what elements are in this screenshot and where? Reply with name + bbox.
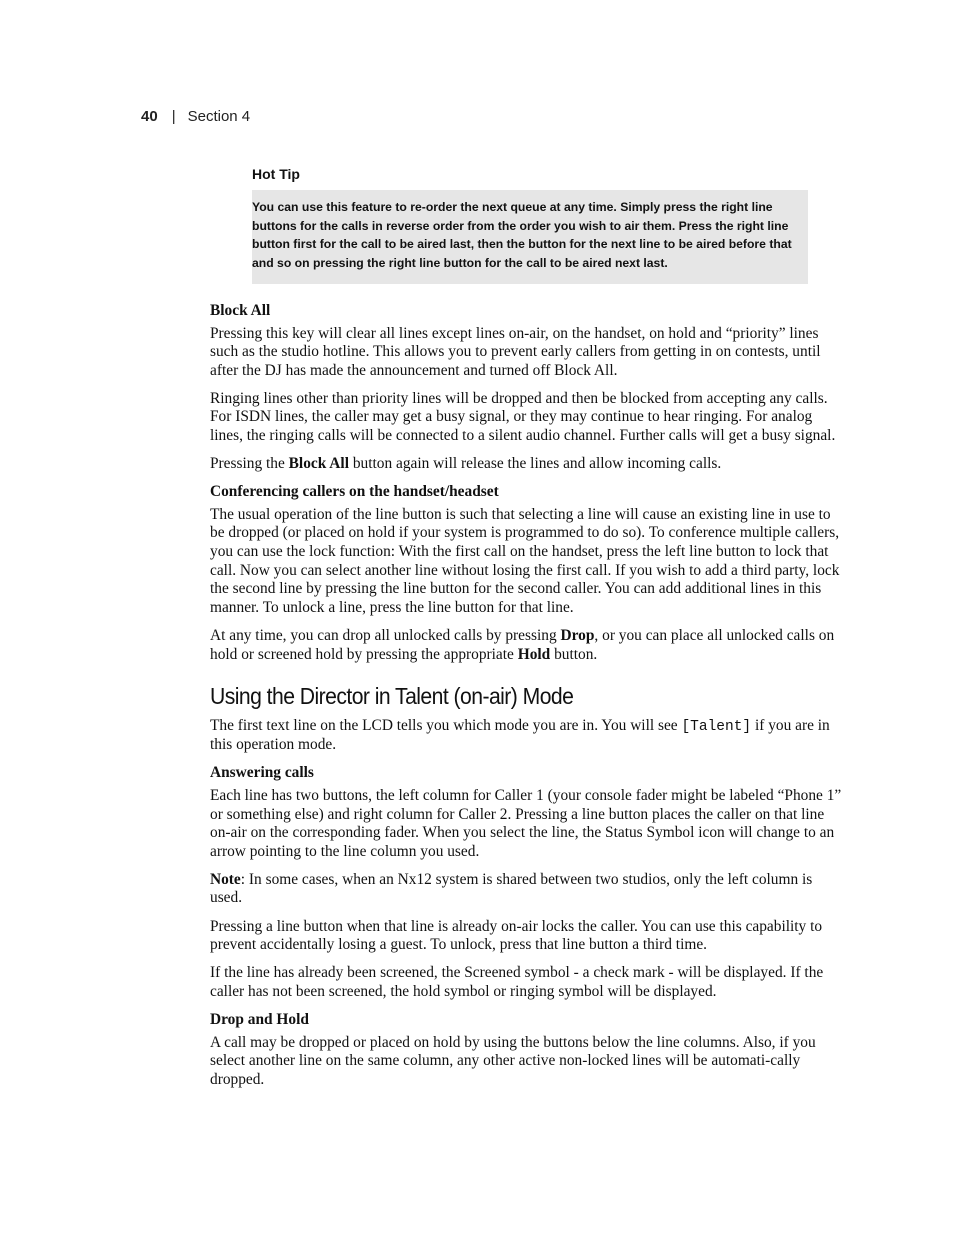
answering-paragraph-3: Pressing a line button when that line is already on-air locks the caller. You can use this capability to prevent accidentally losing a guest. To unlock, press that line button a third time. (210, 917, 823, 954)
text-run: The first text line on the LCD tells you which mode you are in. You will see (210, 716, 682, 734)
text-run: At any time, you can drop all unlocked calls by pressing (210, 626, 561, 644)
lcd-mode-code: [Talent] (681, 718, 752, 735)
answering-paragraph-1: Each line has two buttons, the left column for Caller 1 (your console fader might be labeled “Phone 1” or something else) and right column for Caller 2. Pressing a line button places the caller on that line on-air on the corresponding fader. When you select the line, the Status Symbol icon will change to an arrow pointing to the line column you used. (210, 786, 842, 860)
section-label: Section 4 (187, 108, 251, 125)
note-label: Note (210, 870, 241, 888)
text-run: if you are in this operation mode. (210, 716, 830, 754)
main-content (210, 300, 844, 1099)
answering-heading: Answering calls (210, 764, 314, 782)
page-header (141, 108, 250, 125)
page-number: 40 (141, 108, 158, 125)
block-all-paragraph-2: Ringing lines other than priority lines will be dropped and then be blocked from accepting any calls. For ISDN lines, the caller may get a busy signal, or they may continue to hear ringing. For analog lines, the ringing calls will be connected to a silent audio channel. Further calls will get a busy signal. (210, 389, 836, 445)
block-all-heading: Block All (210, 302, 271, 319)
talent-mode-heading: Using the Director in Talent (on-air) Mode (210, 683, 574, 710)
text-run: Pressing the (210, 455, 289, 473)
hot-tip-title: Hot Tip (252, 166, 300, 182)
text-run: button again will release the lines and allow incoming calls. (348, 455, 722, 473)
drop-hold-heading: Drop and Hold (210, 1010, 309, 1028)
hot-tip-box (252, 166, 808, 284)
hold-term: Hold (517, 645, 551, 663)
block-all-term: Block All (288, 455, 349, 473)
conferencing-paragraph-2 (210, 627, 844, 664)
text-run: : In some cases, when an Nx12 system is shared between two studios, only the left column is used. (210, 870, 813, 907)
drop-term: Drop (560, 626, 595, 644)
conferencing-paragraph-1: The usual operation of the line button is such that selecting a line will cause an existing line in use to be dropped (or placed on hold if your system is programmed to do so). To conference multiple callers, you can use the lock function: With the first call on the handset, press the left line button to lock that call. Now you can select another line without losing the first call. If you wish to add a third party, lock the second line by pressing the line button for the second caller. You can add additional lines in this manner. To unlock a line, press the line button for that line. (210, 505, 840, 616)
text-run: , or you can place all unlocked calls on hold or screened hold by pressing the appropriate (210, 626, 835, 663)
talent-mode-intro (210, 717, 844, 755)
conferencing-heading: Conferencing callers on the handset/headset (210, 483, 499, 501)
answering-note (210, 871, 844, 908)
drop-hold-paragraph-1: A call may be dropped or placed on hold by using the buttons below the line columns. Also, if you select another line on the same column, any other active non-locked lines will be automati-cally dropped. (210, 1033, 816, 1088)
answering-paragraph-4: If the line has already been screened, the Screened symbol - a check mark - will be displayed. If the caller has not been screened, the hold symbol or ringing symbol will be displayed. (210, 964, 824, 1000)
text-run: button. (550, 645, 598, 663)
hot-tip-body: You can use this feature to re-order the next queue at any time. Simply press the right line buttons for the calls in reverse order from the order you wish to air them. Press the right line button first for the call to be aired last, then the button for the next line to be aired before that and so on pressing the right line button for the call to be aired next last. (252, 190, 808, 284)
block-all-paragraph-1: Pressing this key will clear all lines except lines on-air, on the handset, on hold and “priority” lines such as the studio hotline. This allows you to prevent early callers from getting in on contests, until after the DJ has made the announcement and turned off Block All. (210, 324, 821, 379)
block-all-paragraph-3 (210, 455, 844, 474)
header-separator: | (171, 108, 176, 125)
